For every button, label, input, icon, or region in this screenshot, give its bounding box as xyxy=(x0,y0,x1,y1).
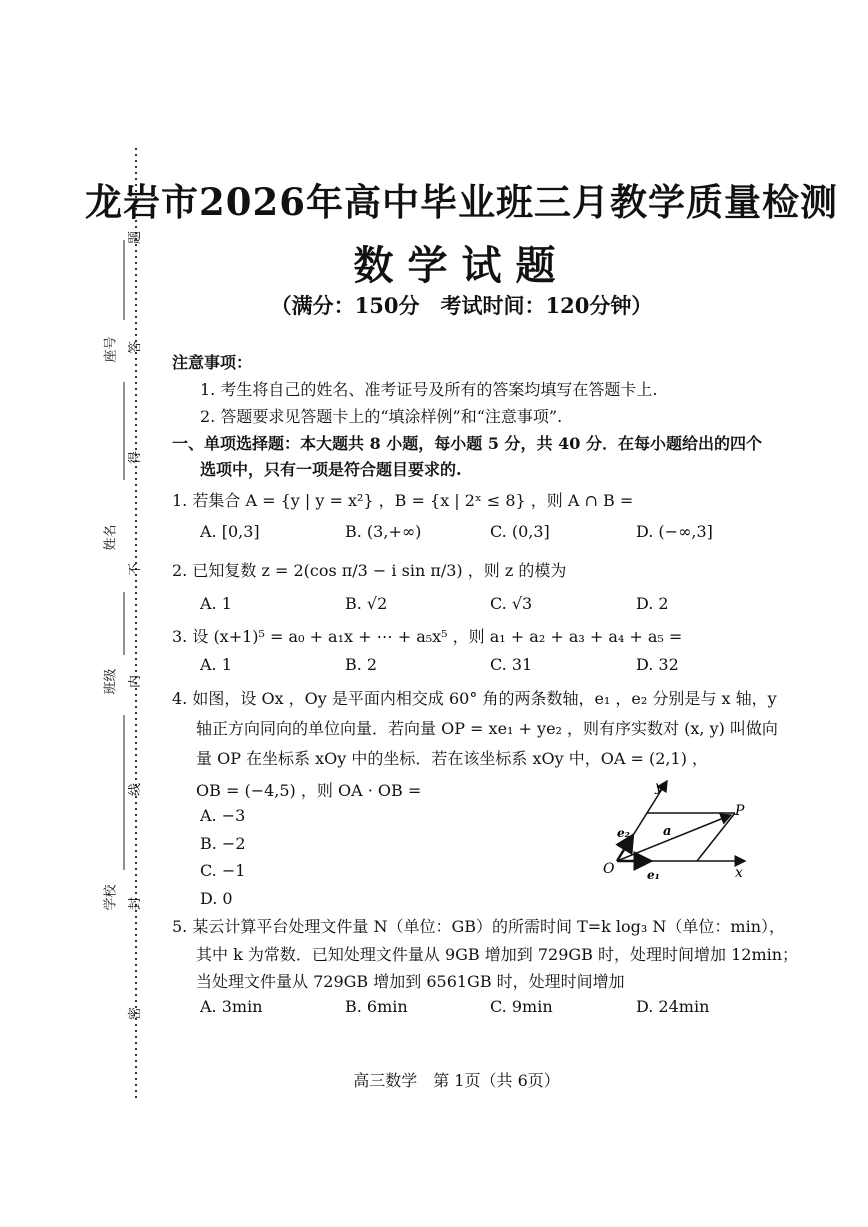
exam-title: 龙岩市2026年高中毕业班三月教学质量检测 xyxy=(85,180,838,224)
q3-option-d: D. 32 xyxy=(636,655,679,674)
q1-option-b: B. (3,+∞) xyxy=(345,522,422,541)
fig-label-o: O xyxy=(603,861,615,877)
school-label: 学校 xyxy=(103,884,119,911)
seal-char: 不 xyxy=(128,562,144,577)
question-5-stem-line: 当处理文件量从 729GB 增加到 6561GB 时，处理时间增加 xyxy=(196,972,625,991)
seal-char: 内 xyxy=(128,674,144,689)
q4-option-c: C. −1 xyxy=(200,861,246,880)
fig-label-a: a xyxy=(663,824,672,839)
fig-label-p: P xyxy=(735,803,745,819)
q2-option-c: C. √3 xyxy=(490,594,533,613)
seat-label: 座号 xyxy=(103,336,119,363)
page-footer: 高三数学 第 1页（共 6页） xyxy=(353,1071,560,1090)
question-4-stem-line: 量 OP 在坐标系 xOy 中的坐标．若在该坐标系 xOy 中，OA = (2,1) ， xyxy=(196,749,709,768)
q4-option-d: D. 0 xyxy=(200,889,233,908)
q3-option-a: A. 1 xyxy=(200,655,232,674)
fig-label-e2: e₂ xyxy=(617,826,630,840)
seal-char: 题 xyxy=(128,230,144,245)
subject-title: 数学试题 xyxy=(353,242,570,289)
question-2-stem: 2. 已知复数 z = 2(cos π/3 − i sin π/3) ，则 z 的模为 xyxy=(172,561,567,580)
q4-option-a: A. −3 xyxy=(200,806,246,825)
question-4-stem: 4. 如图，设 Ox ，Oy 是平面内相交成 60° 角的两条数轴，e₁ ，e₂ 分别是与 x 轴，y xyxy=(172,689,777,708)
class-label: 班级 xyxy=(103,668,119,695)
question-4-stem-line: OB = (−4,5) ，则 OA · OB = xyxy=(196,781,422,800)
fig-label-y: y xyxy=(655,779,663,795)
q2-option-b: B. √2 xyxy=(345,594,388,613)
question-3-stem: 3. 设 (x+1)⁵ = a₀ + a₁x + ⋯ + a₅x⁵ ，则 a₁ + a₂ + a₃ + a₄ + a₅ = xyxy=(172,627,683,646)
q1-option-c: C. (0,3] xyxy=(490,522,550,541)
score-time-info: （满分：150分 考试时间：120分钟） xyxy=(270,293,653,318)
question-5-stem: 5. 某云计算平台处理文件量 N（单位：GB）的所需时间 T=k log₃ N（单位：min）， xyxy=(172,917,786,936)
q5-option-d: D. 24min xyxy=(636,997,710,1016)
fig-label-e1: e₁ xyxy=(647,868,660,882)
section-heading: 一、单项选择题：本大题共 8 小题，每小题 5 分，共 40 分．在每小题给出的四个 xyxy=(172,434,762,453)
name-label: 姓名 xyxy=(103,524,119,551)
q5-option-c: C. 9min xyxy=(490,997,553,1016)
seal-char: 得 xyxy=(128,450,144,465)
q2-option-a: A. 1 xyxy=(200,594,232,613)
notice-heading: 注意事项： xyxy=(172,353,253,372)
seal-char: 线 xyxy=(128,782,144,797)
notice-item: 1. 考生将自己的姓名、准考证号及所有的答案均填写在答题卡上. xyxy=(200,380,658,399)
q2-option-d: D. 2 xyxy=(636,594,669,613)
question-1-stem: 1. 若集合 A = {y | y = x²} ，B = {x | 2ˣ ≤ 8} ，则 A ∩ B = xyxy=(172,491,634,510)
q1-option-d: D. (−∞,3] xyxy=(636,522,713,541)
seal-char: 答 xyxy=(128,340,144,355)
q3-option-b: B. 2 xyxy=(345,655,378,674)
question-5-stem-line: 其中 k 为常数．已知处理文件量从 9GB 增加到 729GB 时，处理时间增加 12min； xyxy=(196,945,799,964)
oblique-coordinate-figure xyxy=(595,775,765,885)
section-heading-cont: 选项中，只有一项是符合题目要求的. xyxy=(200,460,462,479)
q5-option-b: B. 6min xyxy=(345,997,408,1016)
q5-option-a: A. 3min xyxy=(200,997,263,1016)
seal-char: 封 xyxy=(128,896,144,911)
seal-char: 密 xyxy=(128,1006,144,1021)
notice-item: 2. 答题要求见答题卡上的“填涂样例”和“注意事项”. xyxy=(200,407,563,426)
q4-option-b: B. −2 xyxy=(200,834,246,853)
fig-label-x: x xyxy=(735,865,743,881)
q3-option-c: C. 31 xyxy=(490,655,533,674)
q1-option-a: A. [0,3] xyxy=(200,522,260,541)
question-4-stem-line: 轴正方向同向的单位向量．若向量 OP = xe₁ + ye₂ ，则有序实数对 (x, y) 叫做向 xyxy=(196,719,778,738)
